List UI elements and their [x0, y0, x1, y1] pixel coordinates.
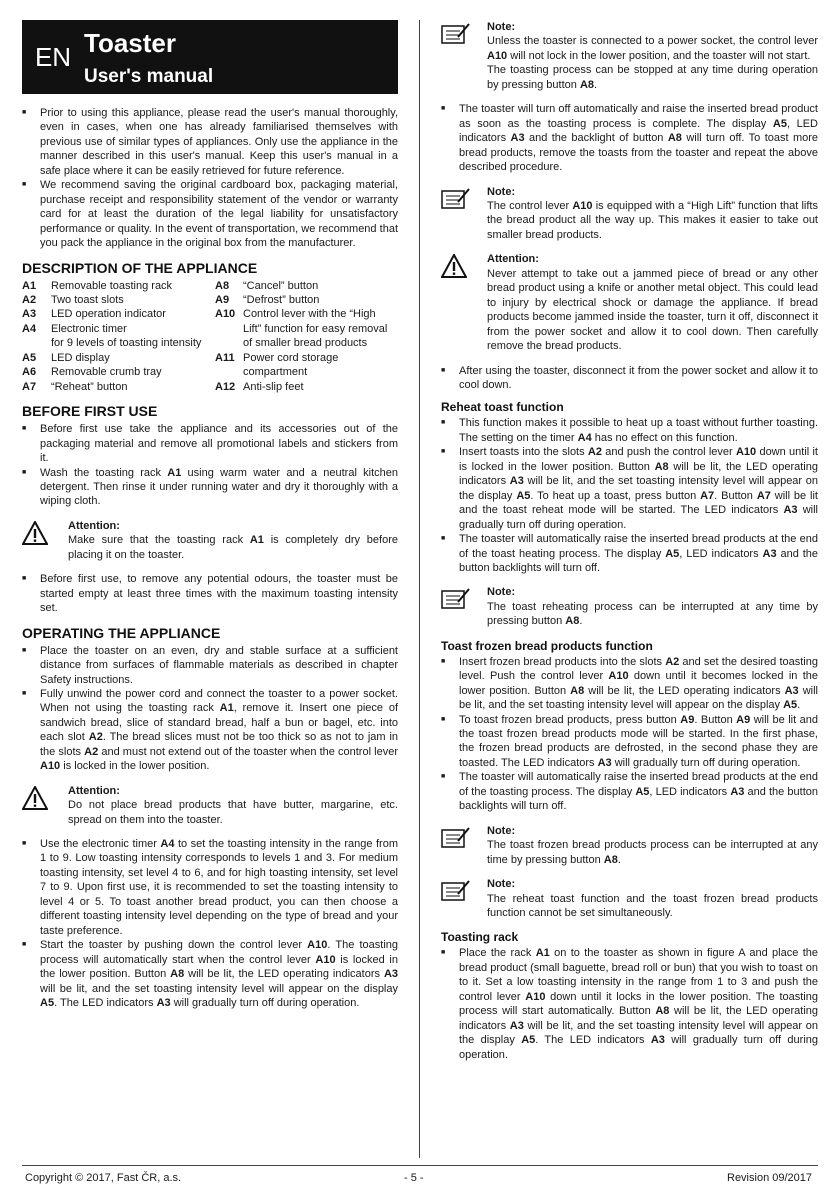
part-label: Two toast slots: [51, 293, 124, 306]
list-item: ■ Insert frozen bread products into the slots A2 and set the desired toasting level. Push the control lever A10 down until it becomes locked in the lower position. Button A8 will be lit, the LED operating indicators A3 will be lit, and the set toasting intensity level will appear on the display A5.: [441, 655, 818, 713]
part-label: Control lever with the “High: [243, 308, 376, 321]
part-label: “Defrost” button: [243, 293, 320, 306]
note-box: [441, 824, 818, 867]
rack-list: [441, 946, 818, 1062]
part-code: A9: [215, 293, 230, 306]
page-number: - 5 -: [404, 1172, 424, 1184]
part-code: A7: [22, 380, 37, 393]
part-label: “Cancel” button: [243, 279, 319, 292]
note-icon: [441, 877, 487, 920]
section-heading-rack: Toasting rack: [441, 930, 519, 945]
note-text: The toast frozen bread products process can be interrupted at any time by pressing button A8.: [487, 839, 818, 866]
copyright-text: Copyright © 2017, Fast ČR, a.s.: [25, 1172, 182, 1184]
revision-text: Revision 09/2017: [727, 1172, 813, 1184]
after-use-list: [441, 364, 818, 393]
attention-box: [22, 519, 398, 562]
reheat-list: [441, 416, 818, 575]
list-item: ■ Before first use, to remove any potential odours, the toaster must be started empty at least three times with the maximum toasting intensity set.: [22, 572, 398, 615]
section-heading-operating: OPERATING THE APPLIANCE: [22, 624, 221, 641]
attention-title: Attention:: [68, 519, 120, 532]
footer-rule: [22, 1165, 818, 1166]
note-title: Note:: [487, 586, 516, 599]
intro-list: [22, 106, 398, 251]
part-label: of smaller bread products: [243, 337, 368, 350]
part-code: A5: [22, 351, 37, 364]
attention-box: [22, 784, 398, 827]
part-label: Removable crumb tray: [51, 366, 162, 379]
list-item: ■ Place the rack A1 on to the toaster as shown in figure A and place the bread product (small baguette, bread roll or bun) that you wish to toast on to it. Set a low toasting intensity in the range from 1 to 3 and push the control lever A10 down until it locks in the lower position. The toasting process will start automatically. Button A8 will be lit, the LED operating indicators A3 will be lit, and the set toasting intensity level will appear on the display A5. The LED indicators A3 will gradually turn off during operation.: [441, 946, 818, 1062]
part-code: A10: [215, 308, 236, 321]
parts-row: [22, 336, 398, 350]
document-title: Toaster: [84, 28, 176, 58]
attention-title: Attention:: [68, 784, 120, 797]
part-code: A12: [215, 380, 236, 393]
note-text: The toast reheating process can be interrupted at any time by pressing button A8.: [487, 600, 818, 628]
part-label: Power cord storage: [243, 351, 339, 364]
before-first-use-list-2: [22, 572, 398, 615]
list-item: ■ Prior to using this appliance, please read the user's manual thoroughly, even in cases, when one has already familiarised themselves with previous use of similar types of appliances. Only use the appliance in the manner described in this user's manual. Keep this user's manual in a safe place where it can be easily retrieved for future reference.: [22, 106, 398, 178]
part-code: A4: [22, 322, 37, 335]
part-label: Removable toasting rack: [51, 279, 173, 292]
part-label: for 9 levels of toasting intensity: [51, 337, 202, 350]
parts-table: [22, 279, 398, 395]
part-code: [215, 365, 243, 379]
part-code: A2: [22, 293, 37, 306]
part-code: A8: [215, 279, 230, 292]
column-divider: [419, 20, 420, 1158]
attention-box: [441, 252, 818, 353]
attention-text: Make sure that the toasting rack A1 is completely dry before placing it on the toaster.: [68, 534, 398, 561]
part-code: [215, 322, 243, 336]
list-item: ■ The toaster will turn off automatically and raise the inserted bread product as soon as the toasting process is complete. The display A5, LED indicators A3 and the backlight of button A8 will turn off. To toast more bread products, remove the toasts from the toaster and repeat the above described procedure.: [441, 102, 818, 174]
operating-list-2: [22, 837, 398, 1010]
list-item: ■ After using the toaster, disconnect it from the power socket and allow it to cool down.: [441, 364, 818, 393]
language-code: EN: [34, 41, 72, 72]
note-box: [441, 585, 818, 628]
list-item: ■ Start the toaster by pushing down the control lever A10. The toasting process will automatically start when the control lever A10 is locked in the lower position. Button A8 will be lit, the LED operating indicators A3 will be lit, and the set toasting intensity level will appear on the display A5. The LED indicators A3 will gradually turn off during operation.: [22, 938, 398, 1010]
title-banner: [22, 20, 398, 94]
list-item: ■ Fully unwind the power cord and connect the toaster to a power socket. When not using the toasting rack A1, remove it. Insert one piece of sandwich bread, slice of standard bread, half a bun or bagel, etc. into each slot A2. The bread slices must not be too thick so as not to jam in the slots A2 and must not extend out of the toaster when the control lever A10 is locked in the lower position.: [22, 687, 398, 774]
list-item: ■ Insert toasts into the slots A2 and push the control lever A10 down until it is locked in the lower position. Button A8 will be lit, the LED operating indicators A3 will be lit, and the set toasting intensity level will appear on the display A5. To heat up a toast, press button A7. Button A7 will be lit and the toast reheat mode will be started. The LED indicators A3 will gradually turn off during operation.: [441, 445, 818, 532]
warning-icon: [441, 252, 487, 353]
list-item: ■ This function makes it possible to heat up a toast without further toasting. The setting on the timer A4 has no effect on this function.: [441, 416, 818, 445]
part-code: [215, 336, 243, 350]
part-label: Lift” function for easy removal: [243, 322, 388, 335]
parts-row: [22, 322, 398, 336]
note-title: Note:: [487, 185, 516, 198]
warning-icon: [22, 784, 68, 827]
part-code: A3: [22, 308, 37, 321]
list-item: ■ Use the electronic timer A4 to set the toasting intensity in the range from 1 to 9. Low toasting intensity corresponds to levels 1 and 3. For medium toasting intensity, set level 4 to 6, and for high toasting intensity, set level 7 to 9. Upon first use, it is recommended to set the toasting intensity to level 4 or 5. To toast another bread product, you can then choose a different toasting intensity level depending on the type of bread and your taste preference.: [22, 837, 398, 938]
list-item: ■ To toast frozen bread products, press button A9. Button A9 will be lit and the toast frozen bread products mode will be started. In the first phase, the frozen bread products are defrosted, in the second phase they are toasted. The LED indicators A3 will gradually turn off during operation.: [441, 713, 818, 771]
note-box: [441, 185, 818, 243]
note-title: Note:: [487, 824, 516, 837]
list-item: ■ The toaster will automatically raise the inserted bread products at the end of the toast heating process. The display A5, LED indicators A3 and the button backlights will turn off.: [441, 532, 818, 575]
note-icon: [441, 20, 487, 92]
parts-row: [22, 307, 398, 321]
part-label: Anti-slip feet: [243, 380, 304, 393]
warning-icon: [22, 519, 68, 562]
section-heading-before-first-use: BEFORE FIRST USE: [22, 403, 158, 420]
part-code: A1: [22, 279, 37, 292]
note-text: Unless the toaster is connected to a power socket, the control lever A10 will not lock in the lower position, and the toaster will not start.: [487, 35, 818, 62]
note-title: Note:: [487, 21, 516, 33]
note-text: The toasting process can be stopped at any time during operation by pressing button A8.: [487, 64, 818, 91]
right-column: [441, 20, 818, 1062]
list-item: ■ We recommend saving the original cardboard box, packaging material, purchase receipt and responsibility statement of the vendor or warranty card for at least the duration of the legal liability for unsatisfactory performance or quality. In the event of transportation, we recommend that you pack the appliance in the original box from the manufacturer.: [22, 178, 398, 250]
list-item: ■ Place the toaster on an even, dry and stable surface at a sufficient distance from surfaces of flammable materials as described in chapter Safety instructions.: [22, 644, 398, 687]
part-label: LED display: [51, 351, 110, 364]
parts-row: [22, 380, 398, 394]
part-label: compartment: [243, 366, 308, 379]
section-heading-reheat: Reheat toast function: [441, 400, 564, 415]
note-text: The control lever A10 is equipped with a “High Lift” function that lifts the bread product all the way up. This makes it easier to take out smaller bread products.: [487, 199, 818, 241]
note-box: [441, 877, 818, 920]
note-box: [441, 20, 818, 92]
parts-row: [22, 293, 398, 307]
list-item: ■ Before first use take the appliance and its accessories out of the packaging material and remove all promotional labels and stickers from it.: [22, 422, 398, 465]
part-code: [22, 336, 51, 350]
note-icon: [441, 185, 487, 243]
note-text: The reheat toast function and the toast frozen bread products function cannot be set simultaneously.: [487, 892, 818, 920]
note-icon: [441, 585, 487, 628]
document-subtitle: User's manual: [84, 66, 214, 87]
frozen-list: [441, 655, 818, 814]
note-title: Note:: [487, 878, 516, 891]
part-label: Electronic timer: [51, 322, 127, 335]
list-item: ■ The toaster will automatically raise the inserted bread products at the end of the toasting process. The display A5, LED indicators A3 and the button backlights will turn off.: [441, 770, 818, 813]
section-heading-description: DESCRIPTION OF THE APPLIANCE: [22, 259, 258, 276]
attention-text: Never attempt to take out a jammed piece of bread or any other bread product using a knife or another metal object. This could lead to injury by electrical shock or damage the appliance. If bread products become jammed inside the toaster, turn it off, disconnect it from the power socket and allow it to cool down. Then carefully remove the bread products.: [487, 267, 818, 353]
attention-text: Do not place bread products that have butter, margarine, etc. spread on them into the toaster.: [68, 799, 398, 826]
part-code: A11: [215, 351, 235, 364]
part-label: “Reheat” button: [51, 380, 128, 393]
turn-off-list: [441, 102, 818, 174]
list-item: ■ Wash the toasting rack A1 using warm water and a neutral kitchen detergent. Then rinse it under running water and dry it thoroughly with a wiping cloth.: [22, 466, 398, 509]
attention-title: Attention:: [487, 253, 539, 266]
operating-list: [22, 644, 398, 774]
before-first-use-list: [22, 422, 398, 509]
part-label: LED operation indicator: [51, 308, 166, 321]
parts-row: [22, 351, 398, 365]
left-column: [22, 20, 398, 1010]
parts-row: [22, 279, 398, 293]
part-code: A6: [22, 366, 37, 379]
note-icon: [441, 824, 487, 867]
section-heading-frozen: Toast frozen bread products function: [441, 638, 653, 653]
parts-row: [22, 365, 398, 379]
